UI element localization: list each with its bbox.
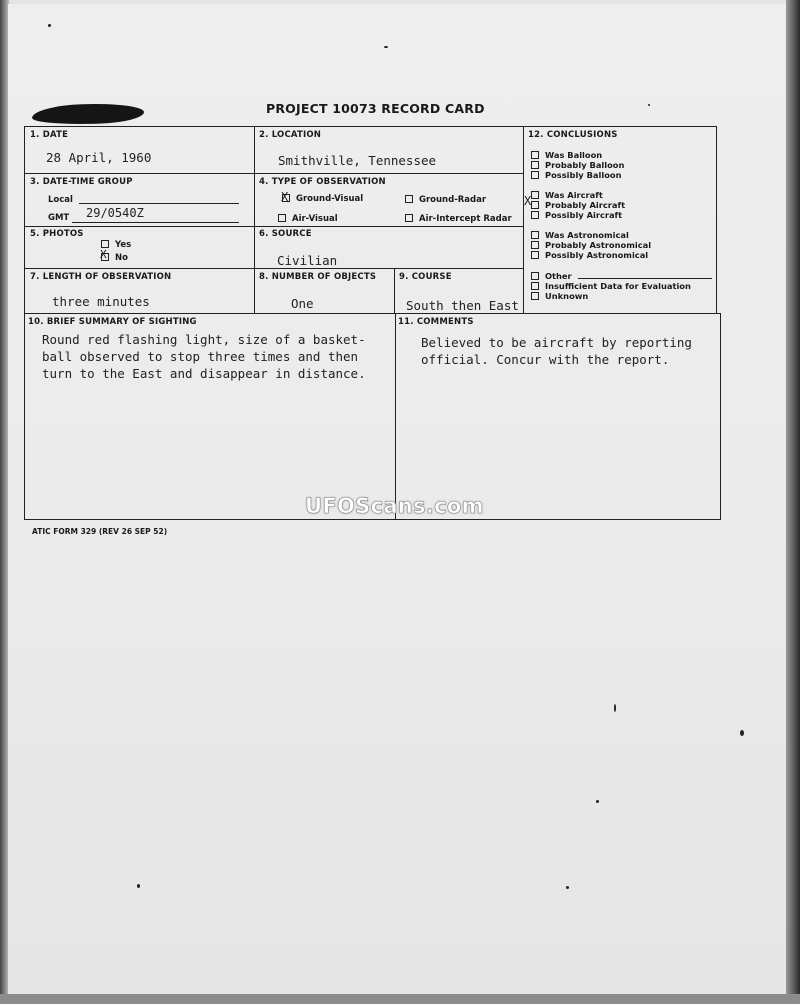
scan-edge-right	[786, 0, 800, 1004]
objects-label: 8. NUMBER OF OBJECTS	[259, 272, 377, 282]
length-value: three minutes	[52, 294, 150, 309]
possibly-astronomical-checkbox	[531, 251, 539, 259]
was-balloon-label: Was Balloon	[545, 150, 603, 160]
scan-speck	[614, 704, 616, 712]
location-value: Smithville, Tennessee	[278, 153, 437, 168]
option-ground-visual	[282, 194, 363, 204]
probably-balloon-checkbox	[531, 161, 539, 169]
air-visual-label: Air-Visual	[292, 214, 338, 224]
probably-aircraft-mark: X	[524, 194, 532, 208]
air-visual-checkbox	[278, 214, 286, 222]
possibly-aircraft-label: Possibly Aircraft	[545, 210, 623, 220]
ground-visual-label: Ground-Visual	[296, 194, 364, 204]
summary-label: 10. BRIEF SUMMARY OF SIGHTING	[28, 317, 197, 327]
date-time-group-label: 3. DATE-TIME GROUP	[30, 177, 133, 187]
was-astronomical-label: Was Astronomical	[545, 230, 629, 240]
card-title: PROJECT 10073 RECORD CARD	[266, 101, 485, 116]
comments-label: 11. COMMENTS	[398, 317, 474, 327]
location-label: 2. LOCATION	[259, 130, 322, 140]
scan-speck	[48, 24, 51, 27]
conclusion-was-astronomical	[531, 230, 629, 240]
gmt-line	[72, 222, 239, 223]
scan-edge-bottom	[0, 994, 800, 1004]
local-time-line	[79, 203, 239, 204]
scan-speck	[384, 46, 388, 48]
photos-label: 5. PHOTOS	[30, 229, 84, 239]
objects-value: One	[291, 296, 314, 311]
photos-no-mark: X	[100, 248, 107, 261]
gmt-label: GMT	[48, 213, 70, 223]
scan-speck	[137, 884, 140, 888]
insufficient-data-checkbox	[531, 282, 539, 290]
conclusions-label: 12. CONCLUSIONS	[528, 130, 618, 140]
local-time-label: Local	[48, 195, 73, 205]
conclusion-possibly-astronomical	[531, 250, 648, 260]
conclusion-possibly-balloon	[531, 170, 622, 180]
source-value: Civilian	[277, 253, 338, 268]
photos-no-label: No	[115, 253, 128, 263]
was-balloon-checkbox	[531, 151, 539, 159]
comments-text: Believed to be aircraft by reporting official. Concur with the report.	[421, 335, 692, 367]
probably-astronomical-checkbox	[531, 241, 539, 249]
probably-aircraft-label: Probably Aircraft	[545, 200, 626, 210]
probably-balloon-label: Probably Balloon	[545, 160, 625, 170]
conclusion-was-aircraft	[531, 190, 603, 200]
photos-yes-checkbox	[101, 240, 109, 248]
air-intercept-radar-label: Air-Intercept Radar	[419, 214, 512, 224]
observation-type-label: 4. TYPE OF OBSERVATION	[259, 177, 386, 187]
form-id: ATIC FORM 329 (REV 26 SEP 52)	[32, 527, 168, 536]
conclusion-other	[531, 271, 572, 281]
option-air-visual	[278, 214, 338, 224]
conclusion-unknown	[531, 291, 588, 301]
air-intercept-radar-checkbox	[405, 214, 413, 222]
other-label: Other	[545, 271, 572, 281]
possibly-balloon-checkbox	[531, 171, 539, 179]
possibly-aircraft-checkbox	[531, 211, 539, 219]
course-value: South then East	[406, 298, 519, 313]
was-aircraft-label: Was Aircraft	[545, 190, 603, 200]
gmt-value: 29/0540Z	[86, 206, 144, 220]
date-label: 1. DATE	[30, 130, 69, 140]
other-line	[578, 278, 712, 279]
course-label: 9. COURSE	[399, 272, 452, 282]
length-label: 7. LENGTH OF OBSERVATION	[30, 272, 172, 282]
scan-speck	[648, 104, 650, 106]
conclusion-probably-aircraft	[531, 200, 625, 210]
ground-visual-mark: X	[281, 190, 289, 204]
ground-radar-checkbox	[405, 195, 413, 203]
scan-speck	[566, 886, 569, 889]
conclusion-was-balloon	[531, 150, 602, 160]
insufficient-data-label: Insufficient Data for Evaluation	[545, 281, 691, 291]
unknown-label: Unknown	[545, 291, 589, 301]
ground-radar-label: Ground-Radar	[419, 195, 487, 205]
watermark: UFOScans.com	[305, 494, 484, 518]
probably-aircraft-checkbox	[531, 201, 539, 209]
photos-yes-label: Yes	[115, 240, 132, 250]
summary-text: Round red flashing light, size of a basket- ball observed to stop three times and then turn to the East and disappear in distance.	[42, 332, 366, 381]
possibly-balloon-label: Possibly Balloon	[545, 170, 622, 180]
conclusion-probably-balloon	[531, 160, 624, 170]
possibly-astronomical-label: Possibly Astronomical	[545, 250, 649, 260]
other-checkbox	[531, 272, 539, 280]
date-value: 28 April, 1960	[46, 150, 152, 165]
conclusion-probably-astronomical	[531, 240, 651, 250]
option-air-intercept-radar	[405, 214, 512, 224]
scan-speck	[740, 730, 744, 736]
probably-astronomical-label: Probably Astronomical	[545, 240, 652, 250]
unknown-checkbox	[531, 292, 539, 300]
scan-speck	[596, 800, 599, 803]
source-label: 6. SOURCE	[259, 229, 312, 239]
was-aircraft-checkbox	[531, 191, 539, 199]
option-ground-radar	[405, 195, 486, 205]
conclusion-possibly-aircraft	[531, 210, 622, 220]
was-astronomical-checkbox	[531, 231, 539, 239]
conclusion-insufficient-data	[531, 281, 691, 291]
